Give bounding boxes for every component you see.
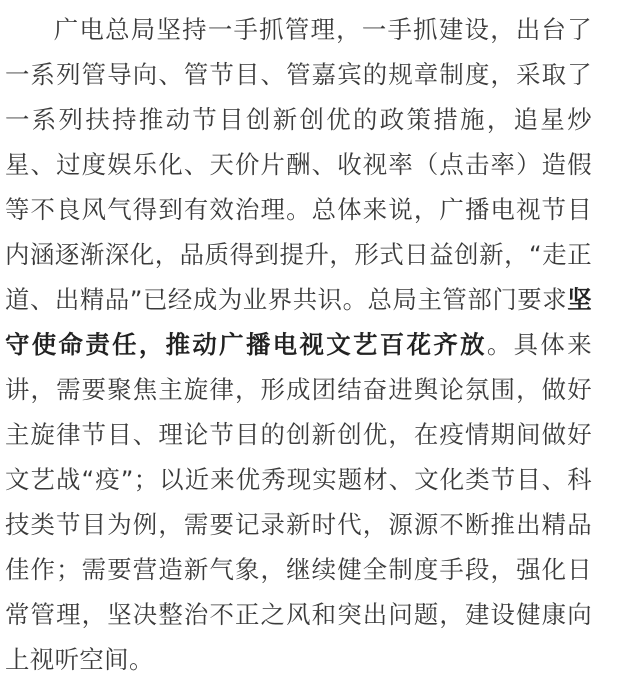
article-paragraph <box>5 7 592 682</box>
paragraph-text-details: 。具体来讲，需要聚焦主旋律，形成团结奋进舆论氛围，做好主旋律节目、理论节目的创新创优，在疫情期间做好文艺战“疫”；以近来优秀现实题材、文化类节目、科技类节目为例，需要记录新时代，源源不断推出精品佳作；需要营造新气象，继续健全制度手段，强化日常管理，坚决整治不正之风和突出问题，建设健康向上视听空间。 <box>5 330 592 674</box>
paragraph-text-emphasis: 坚守使命责任，推动广播电视文艺百花齐放 <box>5 285 592 359</box>
paragraph-text-intro: 广电总局坚持一手抓管理，一手抓建设，出台了一系列管导向、管节目、管嘉宾的规章制度，采取了一系列扶持推动节目创新创优的政策措施，追星炒星、过度娱乐化、天价片酬、收视率（点击率）造假等不良风气得到有效治理。总体来说，广播电视节目内涵逐渐深化，品质得到提升，形式日益创新，“走正道、出精品”已经成为业界共识。总局主管部门要求 <box>5 15 592 314</box>
